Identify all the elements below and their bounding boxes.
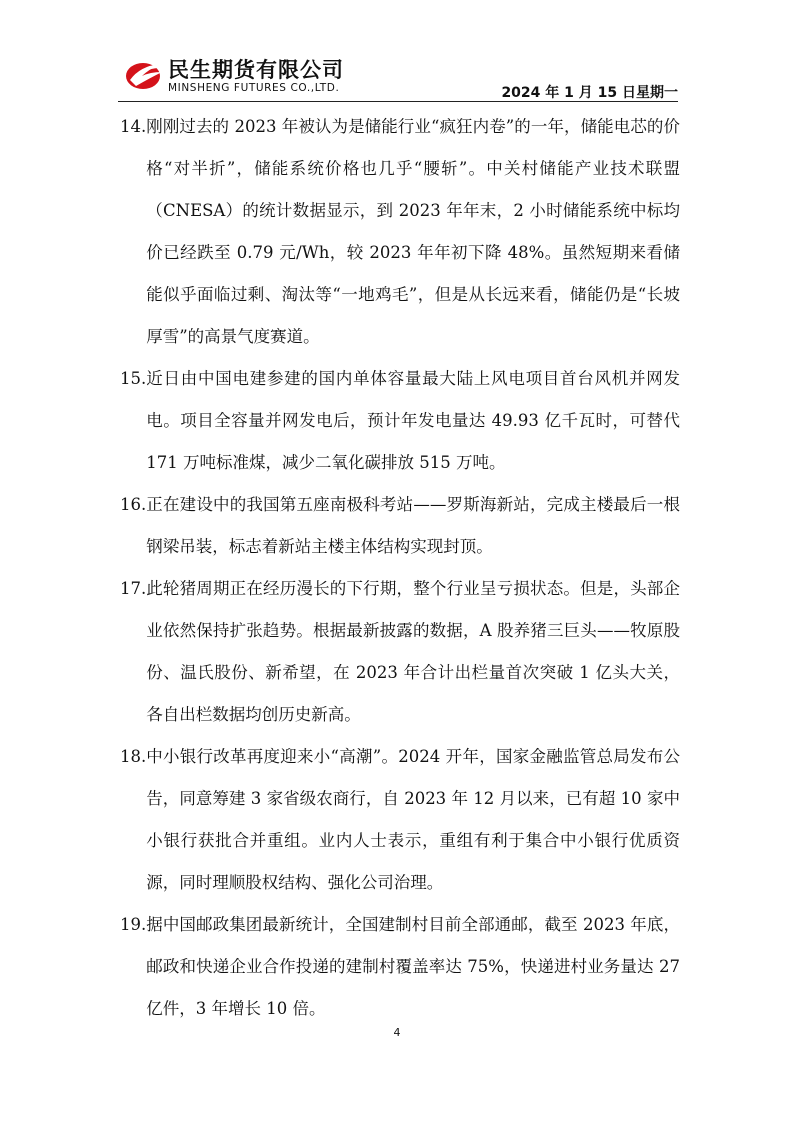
company-name-en: MINSHENG FUTURES CO.,LTD.	[168, 82, 340, 94]
item-text: 近日由中国电建参建的国内单体容量最大陆上风电项目首台风机并网发电。项目全容量并网发电后，预计年发电量达 49.93 亿千瓦时，可替代 171 万吨标准煤，减少二氧化碳排放 515 万吨。	[146, 369, 680, 472]
page-number: 4	[393, 1026, 401, 1039]
minsheng-logo-icon	[124, 56, 164, 92]
item-number: 17.	[120, 579, 147, 598]
page-header	[118, 52, 678, 102]
item-text: 此轮猪周期正在经历漫长的下行期，整个行业呈亏损状态。但是，头部企业依然保持扩张趋势。根据最新披露的数据，A 股养猪三巨头——牧原股份、温氏股份、新希望，在 2023 年合计出栏量首次突破 1 亿头大关，各自出栏数据均创历史新高。	[146, 579, 680, 724]
news-list	[120, 106, 680, 1030]
item-number: 19.	[120, 915, 147, 934]
company-name-cn: 民生期货有限公司	[168, 58, 344, 82]
item-number: 16.	[120, 495, 147, 514]
news-item-18	[120, 736, 680, 904]
news-item-19	[120, 904, 680, 1030]
item-text: 刚刚过去的 2023 年被认为是储能行业“疯狂内卷”的一年，储能电芯的价格“对半折”，储能系统价格也几乎“腰斩”。中关村储能产业技术联盟（CNESA）的统计数据显示，到 2023 年年末，2 小时储能系统中标均价已经跌至 0.79 元/Wh，较 2023 年年初下降 48%。虽然短期来看储能似乎面临过剩、淘汰等“一地鸡毛”，但是从长远来看，储能仍是“长坡厚雪”的高景气度赛道。	[146, 117, 680, 346]
news-item-15	[120, 358, 680, 484]
item-text: 正在建设中的我国第五座南极科考站——罗斯海新站，完成主楼最后一根钢梁吊装，标志着新站主楼主体结构实现封顶。	[146, 495, 680, 556]
news-item-14	[120, 106, 680, 358]
item-text: 中小银行改革再度迎来小“高潮”。2024 开年，国家金融监管总局发布公告，同意筹建 3 家省级农商行，自 2023 年 12 月以来，已有超 10 家中小银行获批合并重组。业内人士表示，重组有利于集合中小银行优质资源，同时理顺股权结构、强化公司治理。	[146, 747, 680, 892]
item-number: 15.	[120, 369, 147, 388]
news-item-16	[120, 484, 680, 568]
item-number: 14.	[120, 117, 147, 136]
header-divider	[118, 101, 678, 102]
item-number: 18.	[120, 747, 147, 766]
report-date: 2024 年 1 月 15 日星期一	[501, 85, 678, 101]
news-item-17	[120, 568, 680, 736]
item-text: 据中国邮政集团最新统计，全国建制村目前全部通邮，截至 2023 年底，邮政和快递企业合作投递的建制村覆盖率达 75%，快递进村业务量达 27 亿件，3 年增长 10 倍。	[146, 915, 680, 1018]
